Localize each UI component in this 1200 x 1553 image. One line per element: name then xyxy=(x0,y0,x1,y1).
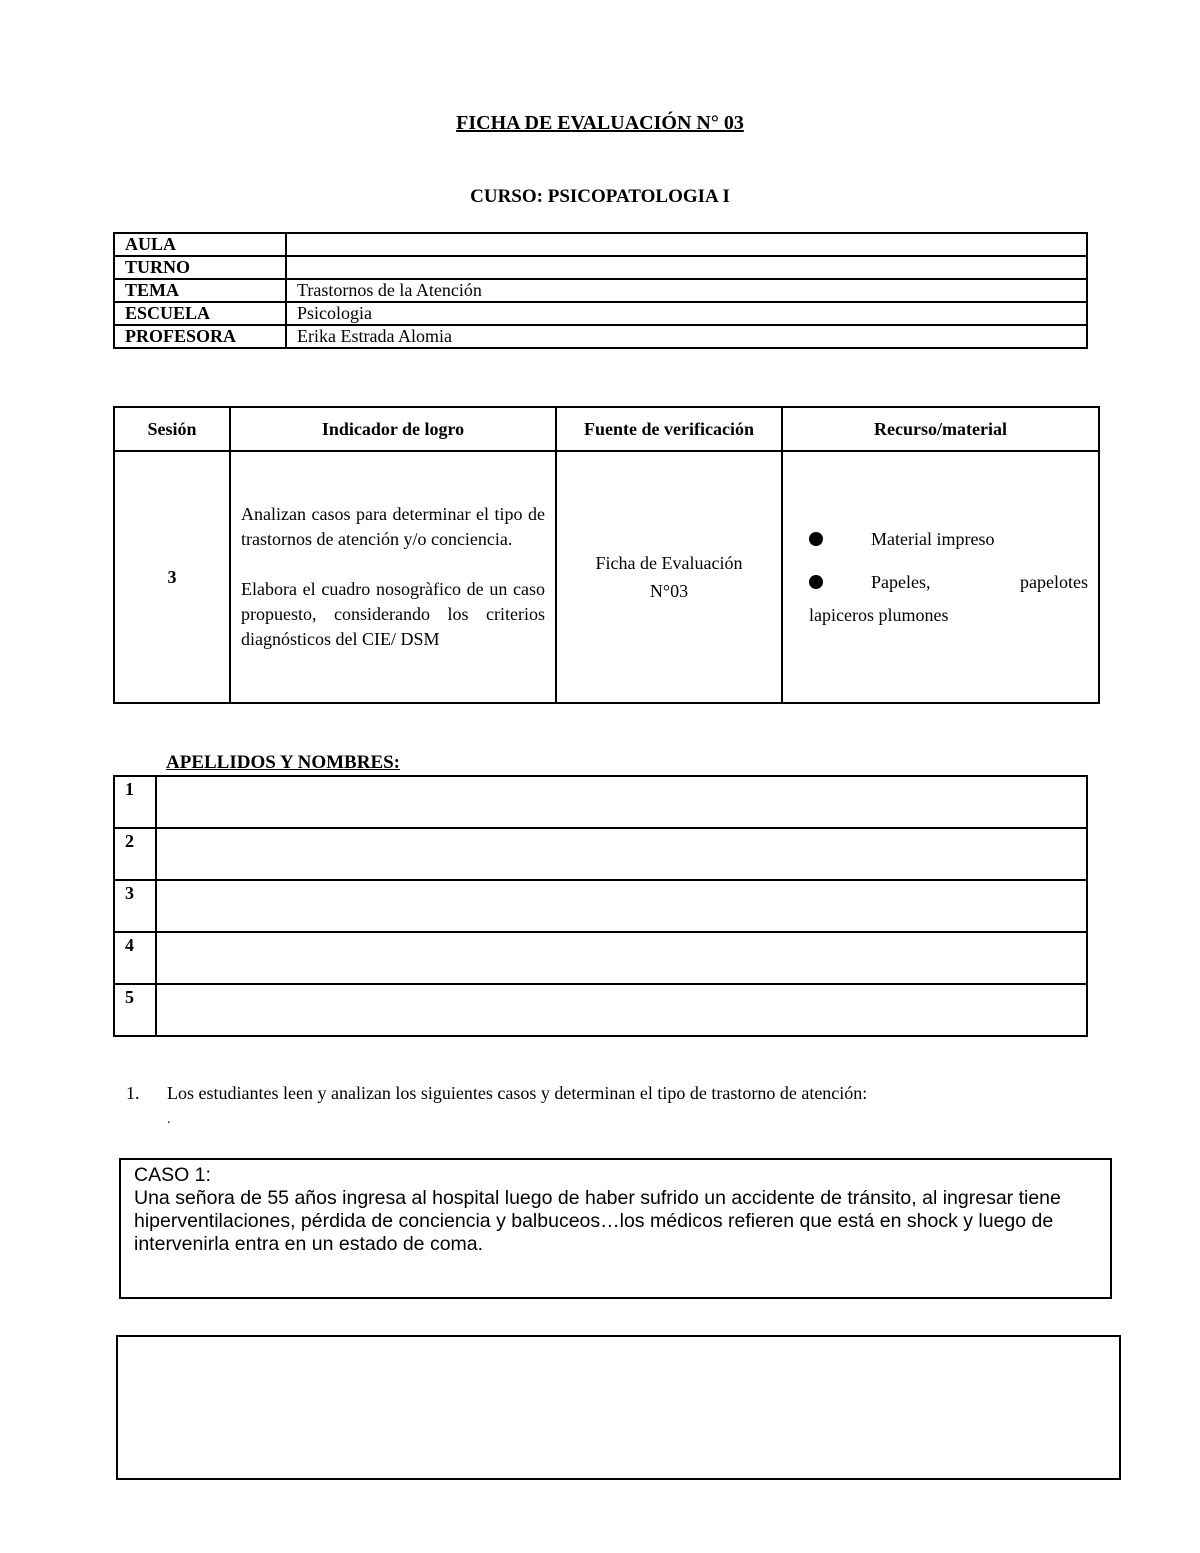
indicator-text-2: Elabora el cuadro nosogràfico de un caso propuesto, considerando los criterios diagnósticos del CIE/ DSM xyxy=(241,579,545,649)
info-table xyxy=(113,232,1088,349)
info-row-escuela xyxy=(114,302,1087,325)
case-body: Una señora de 55 años ingresa al hospital luego de haber sufrido un accidente de tránsito, al ingresar tiene hiperventilaciones, pérdida de conciencia y balbuceos…los médicos refieren que está en shock y luego de intervenirla entra en un estado de coma. xyxy=(134,1187,1061,1255)
bullet-icon xyxy=(809,575,823,589)
header-source: Fuente de verificación xyxy=(556,407,782,451)
bullet-icon xyxy=(809,532,823,546)
source-line-2: N°03 xyxy=(649,581,689,601)
header-session: Sesión xyxy=(114,407,230,451)
student-name-field[interactable] xyxy=(156,828,1087,880)
student-row xyxy=(114,880,1087,932)
student-number: 1 xyxy=(114,776,156,828)
case-box xyxy=(119,1158,1112,1299)
source-cell xyxy=(556,451,782,703)
student-number: 3 xyxy=(114,880,156,932)
question-dot: . xyxy=(167,1112,171,1127)
resource-item xyxy=(809,529,1088,550)
resource-item xyxy=(809,572,1088,593)
info-row-turno xyxy=(114,256,1087,279)
info-key: AULA xyxy=(114,233,286,256)
info-value: Erika Estrada Alomia xyxy=(286,325,1087,348)
student-row xyxy=(114,828,1087,880)
resource-cell xyxy=(782,451,1099,703)
resource-text: Papeles, xyxy=(871,571,931,592)
source-line-1: Ficha de Evaluación xyxy=(595,553,743,573)
students-label: APELLIDOS Y NOMBRES: xyxy=(166,752,401,773)
info-value xyxy=(286,256,1087,279)
header-indicator: Indicador de logro xyxy=(230,407,556,451)
question-number: 1. xyxy=(126,1083,140,1103)
session-table xyxy=(113,406,1100,704)
student-name-field[interactable] xyxy=(156,932,1087,984)
student-number: 5 xyxy=(114,984,156,1036)
session-header-row xyxy=(114,407,1099,451)
students-table xyxy=(113,775,1088,1037)
answer-box[interactable] xyxy=(116,1335,1121,1480)
resource-text-wrap xyxy=(871,572,1088,593)
info-row-tema xyxy=(114,279,1087,302)
document-title: FICHA DE EVALUACIÓN N° 03 xyxy=(456,112,744,134)
info-key: TURNO xyxy=(114,256,286,279)
student-name-field[interactable] xyxy=(156,880,1087,932)
resource-text-continued: lapiceros plumones xyxy=(809,604,949,625)
student-name-field[interactable] xyxy=(156,984,1087,1036)
info-row-profesora xyxy=(114,325,1087,348)
info-row-aula xyxy=(114,233,1087,256)
session-row xyxy=(114,451,1099,703)
case-title: CASO 1: xyxy=(134,1164,211,1186)
student-row xyxy=(114,932,1087,984)
info-value xyxy=(286,233,1087,256)
indicator-cell xyxy=(230,451,556,703)
question-text: Los estudiantes leen y analizan los siguientes casos y determinan el tipo de trastorno de atención: xyxy=(167,1083,868,1103)
student-row xyxy=(114,776,1087,828)
info-value: Psicologia xyxy=(286,302,1087,325)
info-key: PROFESORA xyxy=(114,325,286,348)
header-resource: Recurso/material xyxy=(782,407,1099,451)
indicator-text-1: Analizan casos para determinar el tipo de trastornos de atención y/o conciencia. xyxy=(241,504,545,549)
resource-text: Material impreso xyxy=(871,528,995,549)
resource-text: papelotes xyxy=(1020,571,1088,592)
student-row xyxy=(114,984,1087,1036)
session-number: 3 xyxy=(114,451,230,703)
student-name-field[interactable] xyxy=(156,776,1087,828)
info-value: Trastornos de la Atención xyxy=(286,279,1087,302)
student-number: 2 xyxy=(114,828,156,880)
info-key: TEMA xyxy=(114,279,286,302)
student-number: 4 xyxy=(114,932,156,984)
course-title: CURSO: PSICOPATOLOGIA I xyxy=(470,186,730,207)
info-key: ESCUELA xyxy=(114,302,286,325)
